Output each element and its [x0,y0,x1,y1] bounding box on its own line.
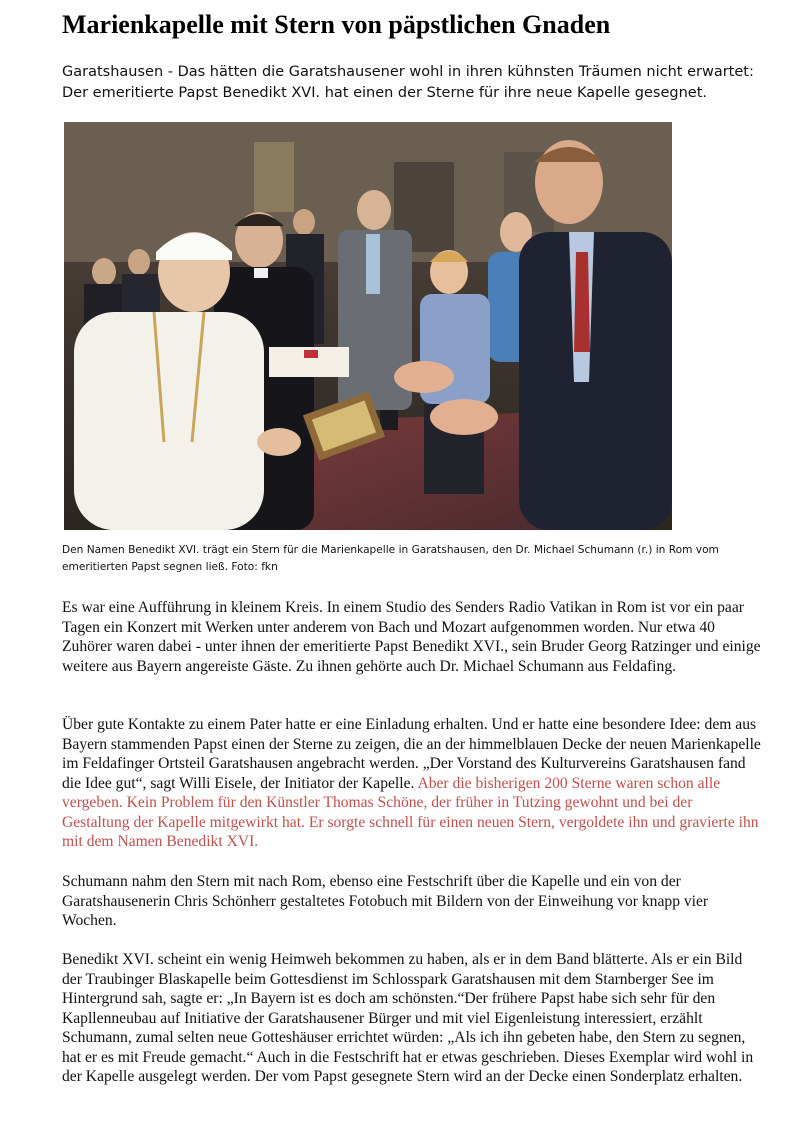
article-lead: Garatshausen - Das hätten die Garatshausener wohl in ihren kühnsten Träumen nicht erwartet: Der emeritierte Papst Benedikt XVI. hat einen der Sterne für ihre neue Kapelle gesegnet. [62,64,754,101]
paragraph-3: Schumann nahm den Stern mit nach Rom, ebenso eine Festschrift über die Kapelle und ein von der Garatshausenerin Chris Schönherr gestaltetes Fotobuch mit Bildern von der Einweihung vor knapp vier Wochen. [62,873,709,929]
paragraph-4: Benedikt XVI. scheint ein wenig Heimweh bekommen zu haben, als er in dem Band blätterte. Als er ein Bild der Traubinger Blaskapelle beim Gottesdienst im Schlosspark Garatshausen mit dem Starnberger See im Hintergrund sah, sagte er: „In Bayern ist es doch am schönsten.“Der frühere Papst habe sich sehr für den Kapllenneubau auf Initiative der Garatshausener Bürger und mit viel Eigenleistung interessiert, erzählt Schumann, zumal selten neue Gotteshäuser errichtet würden: „Als ich ihn gebeten habe, den Stern zu segnen, hat er es mit Freude gemacht.“ Auch in die Festschrift hat er etwas geschrieben. Dieses Exemplar wird wohl in der Kapelle ausgelegt werden. Der vom Papst gesegnete Stern wird an der Decke einen Sonderplatz erhalten. [62,951,754,1085]
article-title: Marienkapelle mit Stern von päpstlichen Gnaden [62,10,611,39]
paragraph-2 [62,715,762,852]
photo-illustration [64,122,672,530]
paragraph-1: Es war eine Aufführung in kleinem Kreis. In einem Studio des Senders Radio Vatikan in Rom ist vor ein paar Tagen ein Konzert mit Werken unter anderem von Bach und Mozart aufgenommen worden. Nur etwa 40 Zuhörer waren dabei - unter ihnen der emeritierte Papst Benedikt XVI., sein Bruder Georg Ratzinger und einige weitere aus Bayern angereiste Gäste. Zu ihnen gehörte auch Dr. Michael Schumann aus Feldafing. [62,599,761,675]
paragraph-2-text: Über gute Kontakte zu einem Pater hatte er eine Einladung erhalten. Und er hatte eine besondere Idee: dem aus Bayern stammenden Papst einen der Sterne zu zeigen, die an der himmelblauen Decke der neuen Marienkapelle im Feldafinger Ortsteil Garatshausen angebracht werden. „Der Vorstand des Kulturvereins Garatshausen fand die Idee gut“, sagt Willi Eisele, der Initiator der Kapelle. [62,716,761,792]
photo-caption: Den Namen Benedikt XVI. trägt ein Stern für die Marienkapelle in Garatshausen, den Dr. Michael Schumann (r.) in Rom vom emeritierten Papst segnen ließ. Foto: fkn [62,544,719,573]
article-photo [64,122,672,530]
paragraph-2-highlight: Aber die bisherigen 200 Sterne waren schon alle vergeben. Kein Problem für den Künstler Thomas Schöne, der früher in Tutzing gewohnt und bei der Gestaltung der Kapelle mitgewirkt hat. Er sorgte schnell für einen neuen Stern, vergoldete ihn und gravierte ihn mit dem Namen Benedikt XVI. [62,774,759,850]
